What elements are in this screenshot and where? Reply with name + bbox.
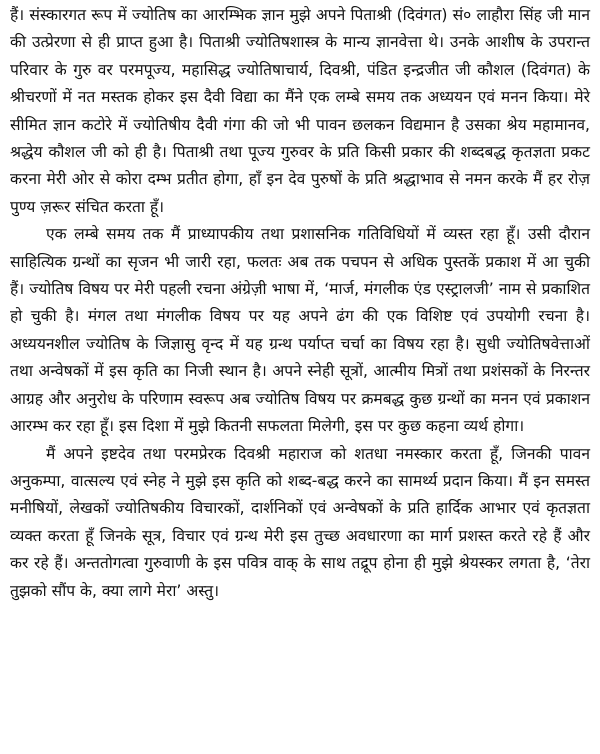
paragraph-2: एक लम्बे समय तक मैं प्राध्यापकीय तथा प्रशासनिक गतिविधियों में व्यस्त रहा हूँ। उसी दौरान साहित्यिक ग्रन्थों का सृजन भी जारी रहा, फलतः अब तक पचपन से अधिक पुस्तकें प्रकाश में आ चुकी हैं। ज्योतिष विषय पर मेरी पहली रचना अंग्रेज़ी भाषा में, ‘मार्ज, मंगलीक एंड एस्ट्रालजी’ नाम से प्रकाशित हो चुकी है। मंगल तथा मंगलीक विषय पर यह अपने ढंग की एक विशिष्ट एवं उपयोगी रचना है। अध्ययनशील ज्योतिष के जिज्ञासु वृन्द में यह ग्रन्थ पर्याप्त चर्चा का विषय रहा है। सुधी ज्योतिषवेत्ताओं तथा अन्वेषकों में इस कृति का निजी स्थान है। अपने स्नेही सूत्रों, आत्मीय मित्रों तथा प्रशंसकों के निरन्तर आग्रह और अनुरोध के परिणाम स्वरूप अब ज्योतिष विषय पर क्रमबद्ध कुछ ग्रन्थों का मनन एवं प्रकाशन आरम्भ कर रहा हूँ। इस दिशा में मुझे कितनी सफलता मिलेगी, इस पर कुछ कहना व्यर्थ होगा। xyxy=(10,225,590,436)
paragraph-1: हैं। संस्कारगत रूप में ज्योतिष का आरम्भिक ज्ञान मुझे अपने पिताश्री (दिवंगत) सं० लाहौरा सिंह जी मान की उत्प्रेरणा से ही प्राप्त हुआ है। पिताश्री ज्योतिषशास्त्र के मान्य ज्ञानवेत्ता थे। उनके आशीष के उपरान्त परिवार के गुरु वर परमपूज्य, महासिद्ध ज्योतिषाचार्य, दिवश्री, पंडित इन्द्रजीत जी कौशल (दिवंगत) के श्रीचरणों में नत मस्तक होकर इस दैवी विद्या का मैंने एक लम्बे समय तक अध्ययन एवं मनन किया। मेरे सीमित ज्ञान कटोरे में ज्योतिषीय दैवी गंगा की जो भी पावन छलकन विद्यमान है उसका श्रेय महामानव, श्रद्धेय कौशल जी को ही है। पिताश्री तथा पूज्य गुरुवर के प्रति किसी प्रकार की शब्दबद्ध कृतज्ञता प्रकट करना मेरी ओर से कोरा दम्भ प्रतीत होगा, हाँ इन देव पुरुषों के प्रति श्रद्धाभाव से नमन करके मैं हर रोज़ पुण्य ज़रूर संचित करता हूँ। xyxy=(10,6,590,216)
paragraph-3: मैं अपने इष्टदेव तथा परमप्रेरक दिवश्री महाराज को शतधा नमस्कार करता हूँ, जिनकी पावन अनुकम्पा, वात्सल्य एवं स्नेह ने मुझे इस कृति को शब्द-बद्ध करने का सामर्थ्य प्रदान किया। मैं इन समस्त मनीषियों, लेखकों ज्योतिषकीय विचारकों, दार्शनिकों एवं अन्वेषकों के प्रति हार्दिक आभार एवं कृतज्ञता व्यक्त करता हूँ जिनके सूत्र, विचार एवं ग्रन्थ मेरी इस तुच्छ अवधारणा का मार्ग प्रशस्त करते रहे हैं और कर रहे हैं। अन्ततोगत्वा गुरुवाणी के इस पवित्र वाक् के साथ तद्रूप होना ही मुझे श्रेयस्कर लगता है, ‘तेरा तुझको सौंप के, क्या लागे मेरा’ अस्तु। xyxy=(10,444,590,600)
